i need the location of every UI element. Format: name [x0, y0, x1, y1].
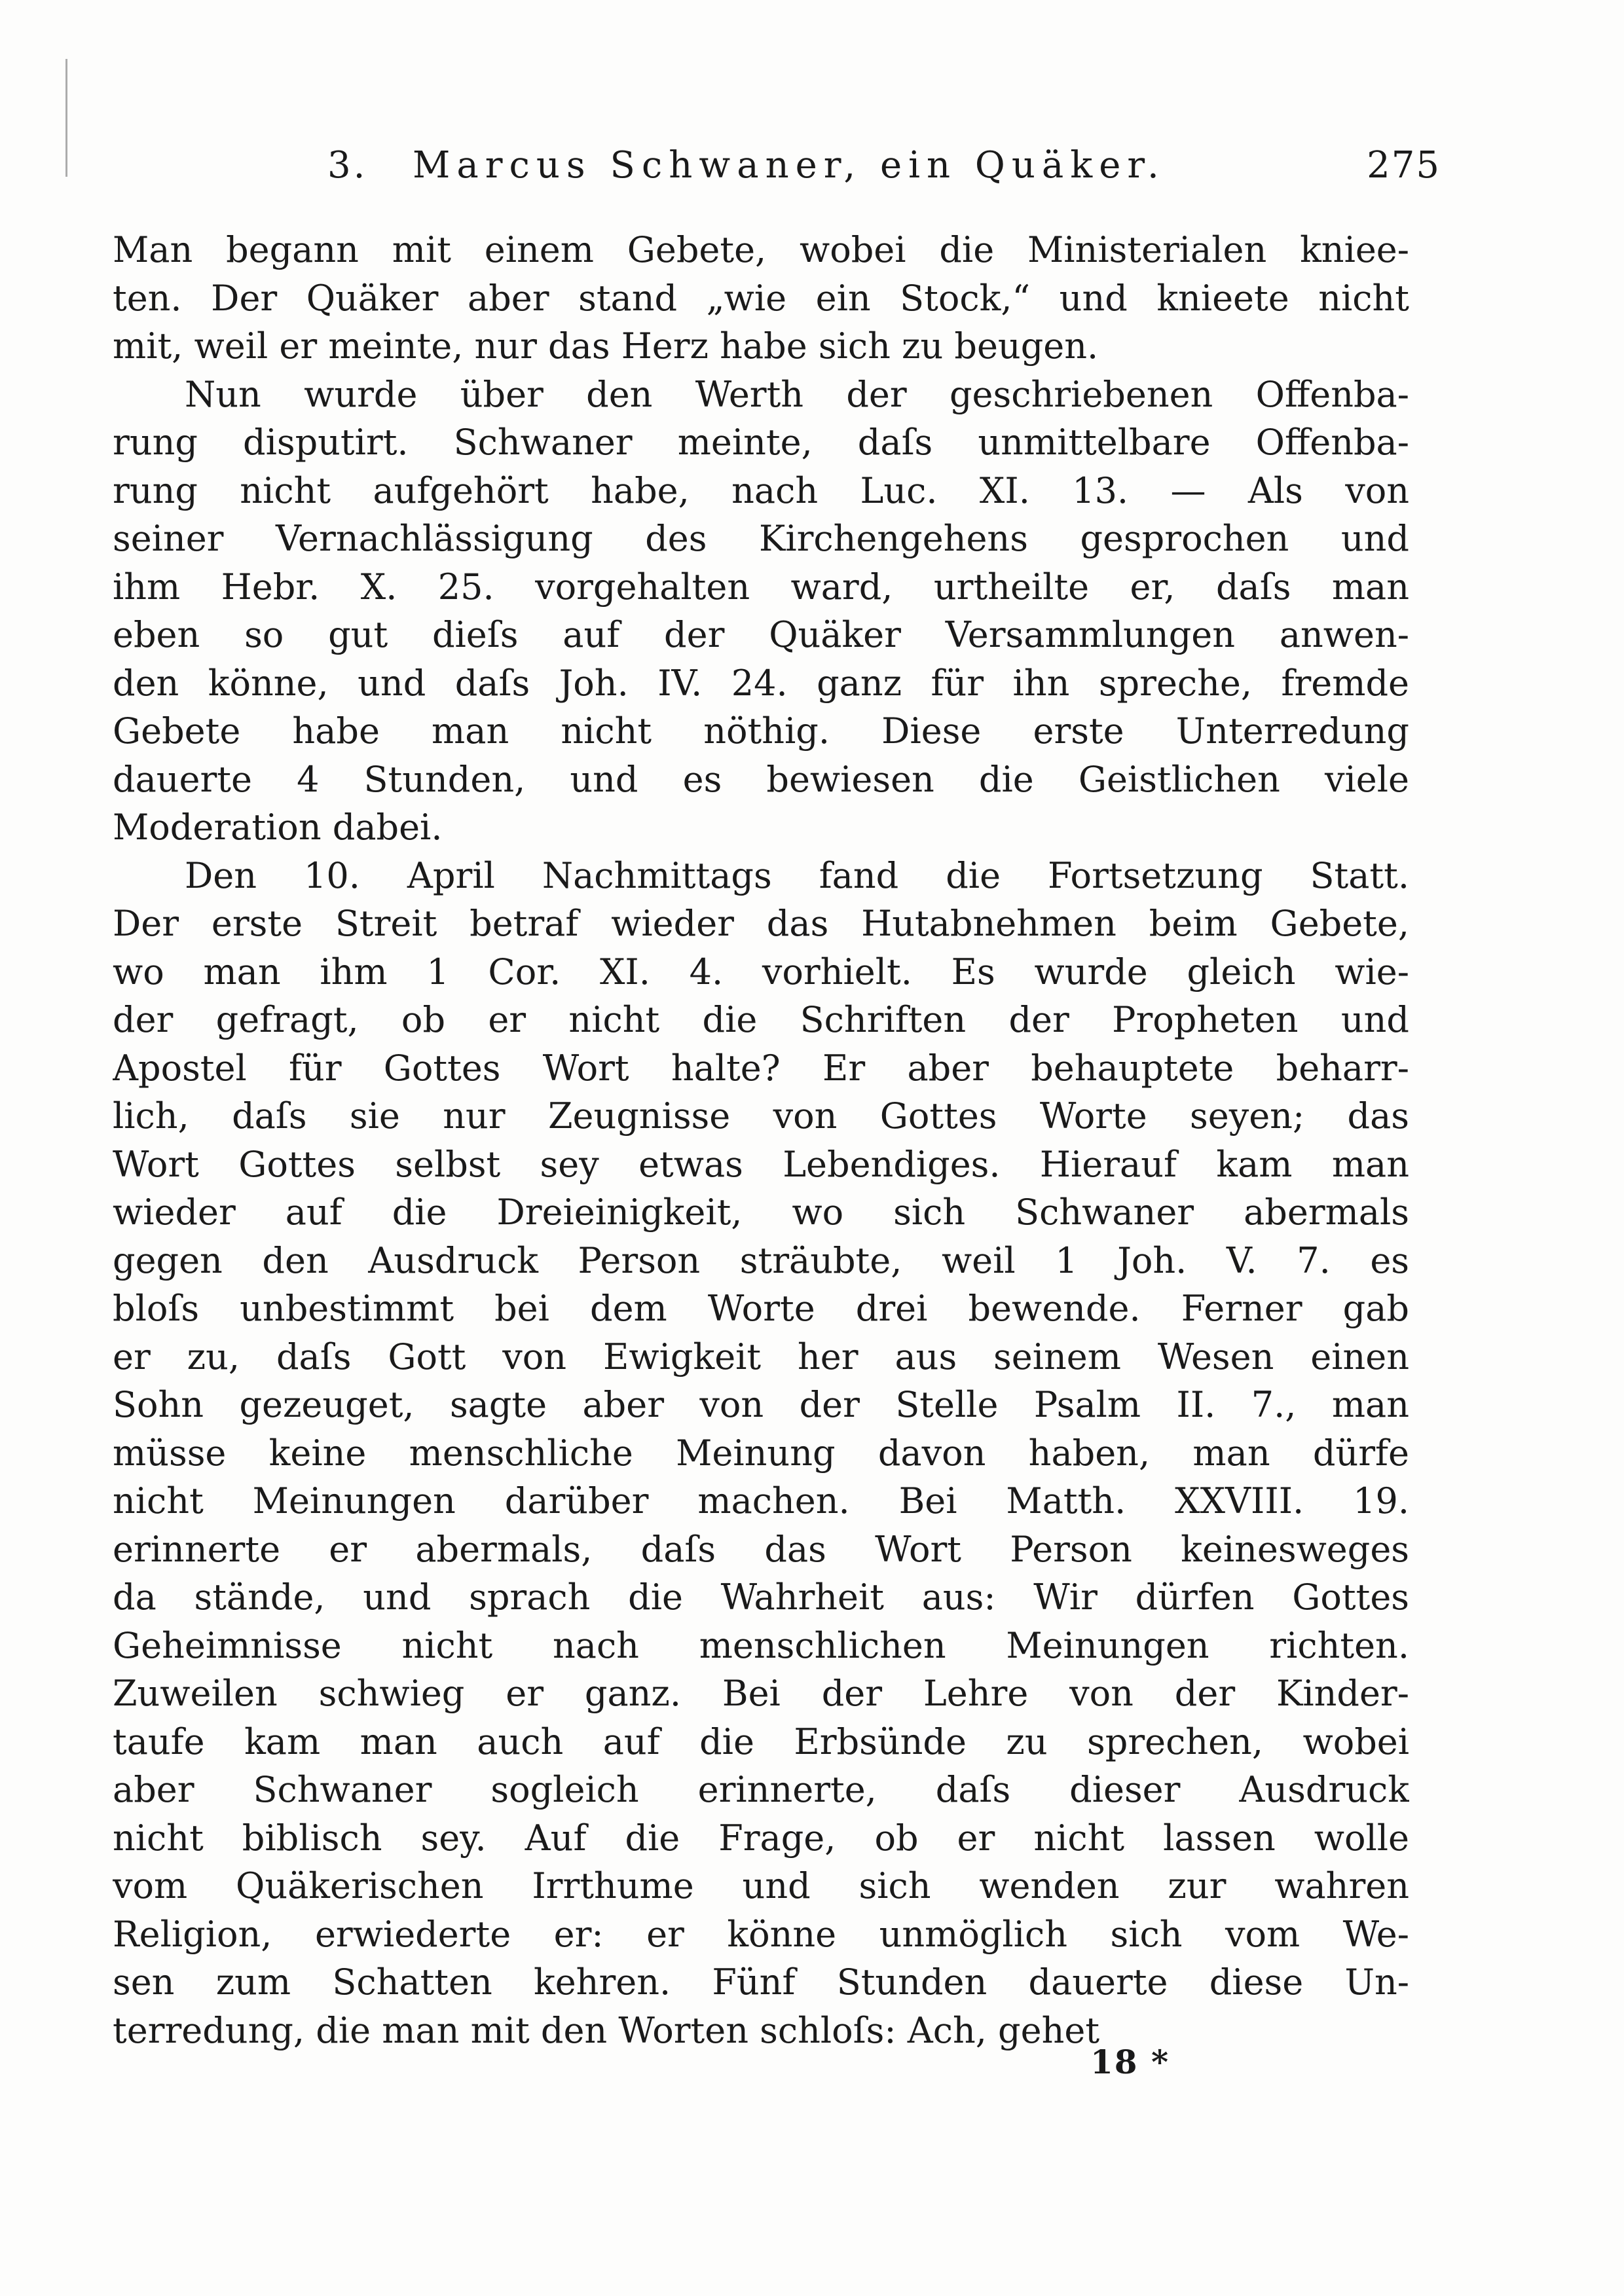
text-line: lich, daſs sie nur Zeugnisse von Gottes Worte seyen; das [113, 1095, 1409, 1137]
body-text [113, 226, 1409, 2054]
text-line: er zu, daſs Gott von Ewigkeit her aus seinem Wesen einen [113, 1336, 1409, 1377]
text-line: seiner Vernachlässigung des Kirchengehens gesprochen und [113, 518, 1409, 559]
text-line: Den 10. April Nachmittags fand die Fortsetzung Statt. [185, 854, 1409, 896]
text-line: ten. Der Quäker aber stand „wie ein Stock,“ und knieete nicht [113, 277, 1409, 319]
text-line: nicht biblisch sey. Auf die Frage, ob er nicht lassen wolle [113, 1817, 1409, 1859]
gutter-edge-line [65, 59, 67, 177]
text-line: taufe kam man auch auf die Erbsünde zu sprechen, wobei [113, 1721, 1409, 1762]
paragraph [113, 852, 1409, 2055]
text-line: wo man ihm 1 Cor. XI. 4. vorhielt. Es wurde gleich wie- [113, 951, 1409, 993]
paragraph [113, 226, 1409, 371]
text-line: sen zum Schatten kehren. Fünf Stunden dauerte diese Un- [113, 1961, 1409, 2003]
text-line: da stände, und sprach die Wahrheit aus: Wir dürfen Gottes [113, 1576, 1409, 1618]
text-line: eben so gut dieſs auf der Quäker Versammlungen anwen- [113, 614, 1409, 655]
signature-mark: 18 * [1090, 2043, 1170, 2081]
page-number: 275 [1367, 144, 1441, 187]
running-title: Marcus Schwaner, ein Quäker. [413, 144, 1166, 187]
text-line: aber Schwaner sogleich erinnerte, daſs dieser Ausdruck [113, 1769, 1409, 1810]
text-line: Religion, erwiederte er: er könne unmöglich sich vom We- [113, 1913, 1409, 1955]
text-line: dauerte 4 Stunden, und es bewiesen die Geistlichen viele [113, 758, 1409, 800]
text-line: erinnerte er abermals, daſs das Wort Person keinesweges [113, 1528, 1409, 1570]
text-line: Gebete habe man nicht nöthig. Diese erste Unterredung [113, 710, 1409, 752]
text-line: vom Quäkerischen Irrthume und sich wenden zur wahren [113, 1865, 1409, 1906]
text-line: Wort Gottes selbst sey etwas Lebendiges. Hierauf kam man [113, 1143, 1409, 1185]
text-line: ihm Hebr. X. 25. vorgehalten ward, urtheilte er, daſs man [113, 566, 1409, 608]
text-line: Der erste Streit betraf wieder das Hutabnehmen beim Gebete, [113, 903, 1409, 944]
text-line: Man begann mit einem Gebete, wobei die Ministerialen kniee- [113, 229, 1409, 270]
text-line: wieder auf die Dreieinigkeit, wo sich Schwaner abermals [113, 1192, 1409, 1233]
text-line: terredung, die man mit den Worten schloſs: Ach, gehet [113, 2009, 1100, 2051]
text-line: der gefragt, ob er nicht die Schriften der Propheten und [113, 999, 1409, 1040]
paragraph [113, 371, 1409, 852]
text-line: rung disputirt. Schwaner meinte, daſs unmittelbare Offenba- [113, 422, 1409, 463]
text-line: müsse keine menschliche Meinung davon haben, man dürfe [113, 1432, 1409, 1474]
section-number: 3. [327, 144, 368, 187]
text-line: Nun wurde über den Werth der geschriebenen Offenba- [185, 373, 1409, 415]
text-line: gegen den Ausdruck Person sträubte, weil 1 Joh. V. 7. es [113, 1239, 1409, 1281]
text-line: Zuweilen schwieg er ganz. Bei der Lehre von der Kinder- [113, 1673, 1409, 1714]
text-line: nicht Meinungen darüber machen. Bei Matth. XXVIII. 19. [113, 1480, 1409, 1522]
text-line: den könne, und daſs Joh. IV. 24. ganz für ihn spreche, fremde [113, 662, 1409, 704]
text-line: mit, weil er meinte, nur das Herz habe sich zu beugen. [113, 325, 1099, 367]
text-line: Sohn gezeuget, sagte aber von der Stelle Psalm II. 7., man [113, 1384, 1409, 1425]
text-line: bloſs unbestimmt bei dem Worte drei bewende. Ferner gab [113, 1288, 1409, 1329]
text-line: Apostel für Gottes Wort halte? Er aber behauptete beharr- [113, 1047, 1409, 1089]
text-line: rung nicht aufgehört habe, nach Luc. XI. 13. — Als von [113, 469, 1409, 511]
running-header [327, 144, 1441, 196]
text-line: Moderation dabei. [113, 807, 443, 848]
text-line: Geheimnisse nicht nach menschlichen Meinungen richten. [113, 1624, 1409, 1666]
